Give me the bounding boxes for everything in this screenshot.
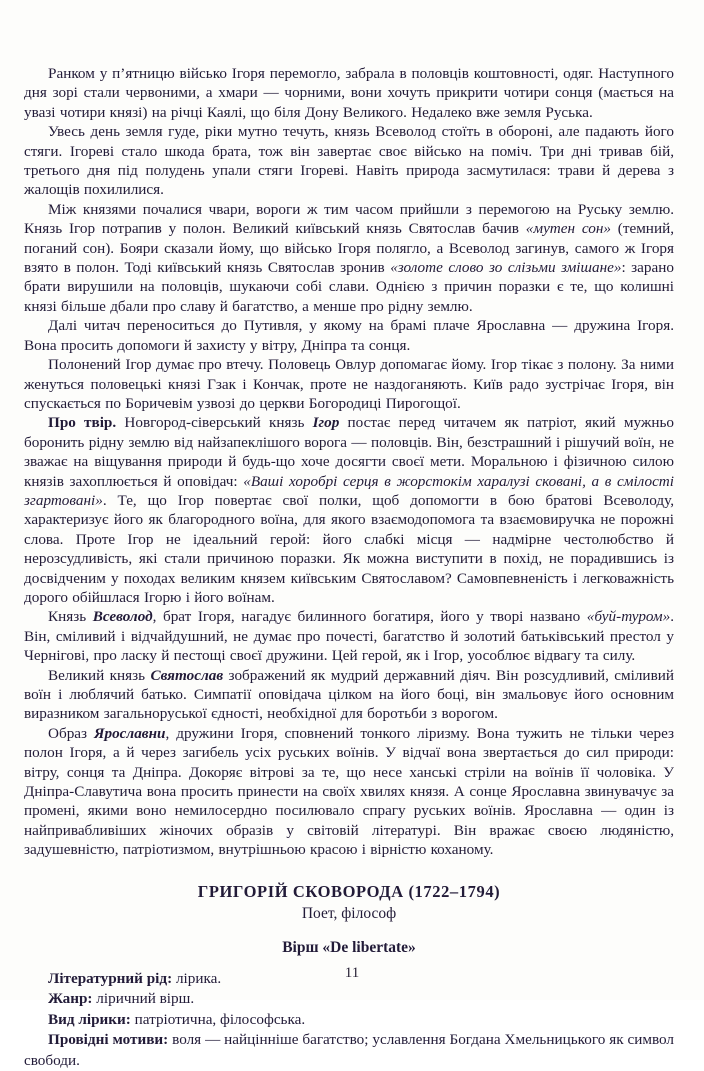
text-segment: Між князями почалися чвари, вороги ж тим часом прийшли з перемогою на Руську землю. Князь Ігор потрапив у полон. Великий київський князь Святослав бачив <box>24 200 674 238</box>
text-segment: «буй-туром» <box>586 608 671 626</box>
text-segment: Образ <box>48 724 95 742</box>
paragraph <box>24 724 674 860</box>
text-segment: Про твір. <box>48 414 117 432</box>
fact-text: ліричний вірш. <box>92 990 195 1008</box>
paragraph <box>24 666 674 724</box>
fact-line <box>24 1010 674 1031</box>
text-segment: , брат Ігоря, нагадує билинного богатиря, його у творі названо <box>152 608 587 626</box>
text-segment: : зарано брати вирушили на половців, шукаючи собі слави. Однією з причин поразки є те, що колишні князі більше дбали про славу й багатство, а менше про рідну землю. <box>24 259 674 315</box>
paragraph <box>24 200 674 316</box>
text-segment: Великий князь <box>48 666 151 684</box>
text-segment: , дружини Ігоря, сповнений тонкого ліризму. Вона тужить не тільки через полон Ігоря, а й через загибель усіх руських воїнів. У відчаї вона звертається до сил природи: вітру, сонця та Дніпра. Докоряє вітрові за те, що несе ханські стріли на воїнів її чоловіка. У Дніпра-Славутича вона просить принести на своїх хвилях князя. А сонце Ярославна звинувачує за промені, якими воно немилосердно посилювало спрагу руських воїнів. Ярославна — один із найпривабливіших жіночих образів у світовій літературі. Він вражає своєю людяністю, задушевністю, патріотизмом, внутрішньою красою і вірністю коханому. <box>24 724 675 859</box>
text-segment: «золоте слово зо слізьми змішане» <box>390 259 622 277</box>
text-segment: «Ваші хоробрі серця в жорстокім харалузі сковані, а в смілості згартовані» <box>24 472 674 509</box>
fact-text: лірика. <box>172 969 222 987</box>
text-segment: Далі читач переноситься до Путивля, у якому на брамі плаче Ярославна — дружина Ігоря. Вона просить допомоги й захисту у вітру, Дніпра та сонця. <box>24 317 674 354</box>
text-segment: Полонений Ігор думає про втечу. Половець Овлур допомагає йому. Ігор тікає з полону. За ними женуться половецькі князі Гзак і Кончак, проте не наздоганяють. Київ радо зустрічає Ігоря, він спускається по Боричевім узвозі до церкви Богородиці Пирогощої. <box>24 356 674 412</box>
poem-title-heading: Вірш «De libertate» <box>282 938 416 956</box>
fact-text: патріотична, філософська. <box>130 1010 306 1028</box>
paragraph <box>24 607 674 665</box>
text-segment: Князь <box>48 608 93 626</box>
page-number: 11 <box>344 965 360 981</box>
paragraph <box>24 355 674 413</box>
fact-line <box>24 989 674 1010</box>
text-segment: зображений як мудрий державний діяч. Він розсудливий, сміливий воїн і люблячий батько. Симпатії оповідача цілком на його боці, він змальовує його основним виразником загальноруської єдності, необхідної для боротьби з ворогом. <box>24 666 674 723</box>
poem-facts-list <box>24 969 674 1071</box>
author-section <box>24 881 674 959</box>
text-segment: Ранком у п’ятницю військо Ігоря перемогло, забрала в половців коштовності, одяг. Наступного дня зорі стали червоними, а хмари — чорними, вони хочуть прикрити чотири сонця (мається на увазі чотири князі) на річці Каялі, що біля Дону Великого. Недалеко вже земля Руська. <box>24 65 674 121</box>
text-segment: «мутен сон» <box>525 220 611 238</box>
paragraph <box>24 64 674 122</box>
retelling-and-analysis-text <box>24 64 674 860</box>
fact-text: воля — найцінніше багатство; уславлення Богдана Хмельницького як символ свободи. <box>24 1031 674 1069</box>
text-segment: Ярославни <box>94 724 166 742</box>
text-segment: Святослав <box>150 666 224 684</box>
paragraph <box>24 316 674 355</box>
text-segment: Ігор <box>312 414 340 432</box>
paragraph <box>24 122 674 200</box>
author-heading: ГРИГОРІЙ СКОВОРОДА (1722–1794) <box>197 881 501 901</box>
fact-label: Літературний рід: <box>48 969 173 987</box>
text-segment: . Те, що Ігор повертає свої полки, щоб допомогти в бою братові Всеволоду, характеризує його як благородного воїна, для якого взаємодопомога та взаємовиручка не порожні слова. Проте Ігор не ідеальний герой: його слабкі місця — надмірне честолюбство й нерозсудливість, які стали причиною поразки. Як можна виступити в похід, не порадившись із досвідченим у походах великим князем київським Святославом? Самовпевненість і легковажність дорого обійшлася Ігорю і його воїнам. <box>24 491 674 606</box>
text-segment: Увесь день земля гуде, ріки мутно течуть, князь Всеволод стоїть в обороні, але падають його стяги. Ігореві стало шкода брата, тож він завертає своє військо на поміч. Три дні тривав бій, третього дня під полудень упали стяги Ігореві. Навіть природа засмутилася: трави й дерева з жалощів похилилися. <box>24 123 674 199</box>
text-segment: Новгород-сіверський князь <box>116 414 313 432</box>
text-segment: постає перед читачем як патріот, який мужньо боронить рідну землю від найзапеклішого ворога — половців. Він, безстрашний і рішучий воїн, не зважає на віщування природи й будь-що хоче досягти своєї мети. Моральною і фізичною силою князів захоплюється й оповідач: <box>24 414 674 490</box>
author-subtitle: Поет, філософ <box>301 904 397 922</box>
text-segment: . Він, сміливий і відчайдушний, не думає про почесті, багатство й золотий батьківський престол у Чернігові, про ласку й пестощі своєї дружини. Цей герой, як і Ігор, уособлює відвагу та силу. <box>24 608 675 665</box>
fact-label: Провідні мотиви: <box>48 1031 169 1049</box>
fact-label: Жанр: <box>48 990 93 1008</box>
fact-label: Вид лірики: <box>48 1010 131 1028</box>
fact-line <box>24 1030 674 1071</box>
text-segment: Всеволод <box>92 608 153 626</box>
text-segment: (темний, поганий сон). Бояри сказали йому, що військо Ігоря полягло, а Всеволод загинув, самого ж Ігоря взято в полон. Тоді київський князь Святослав зронив <box>24 220 674 277</box>
paragraph <box>24 413 674 607</box>
